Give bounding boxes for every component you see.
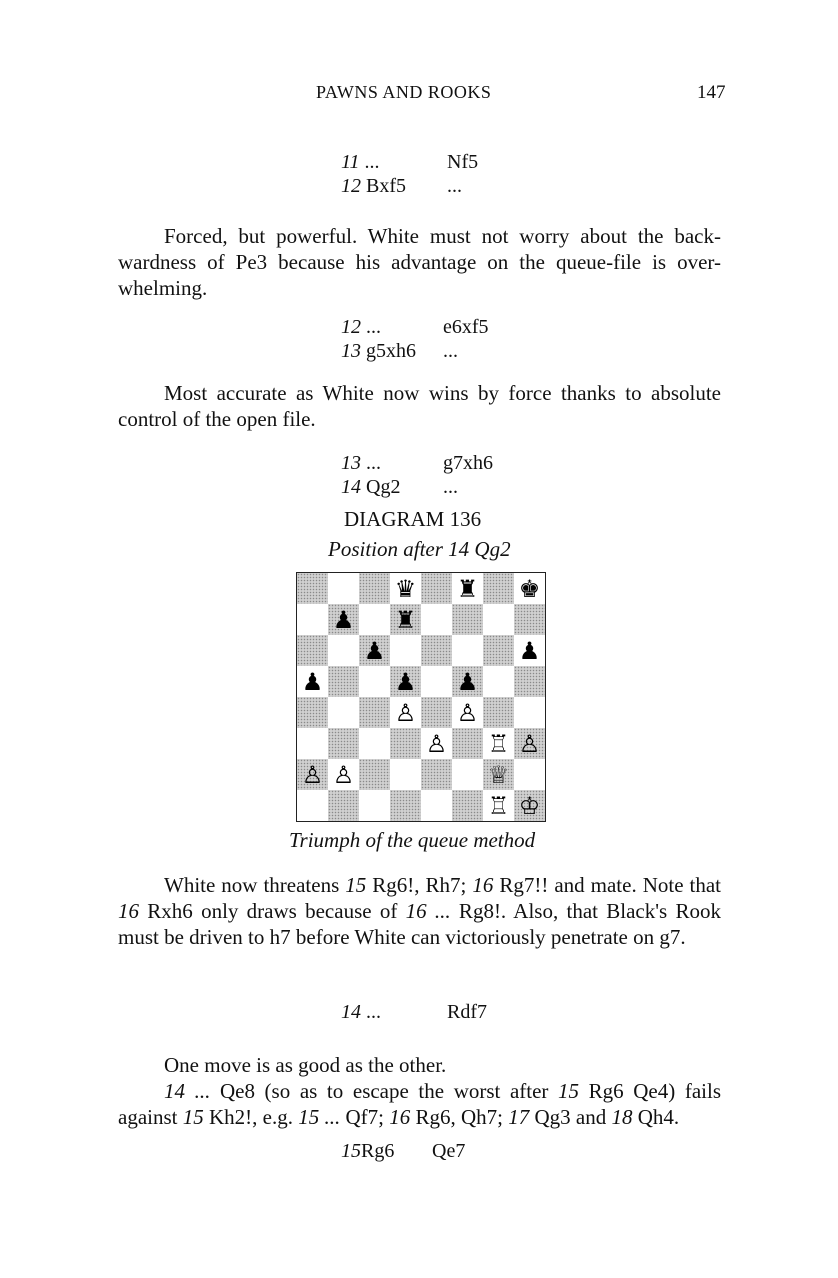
square-g5: [483, 666, 514, 697]
black-pawn-icon: ♟: [332, 605, 355, 634]
move-number: 16 ...: [405, 899, 451, 923]
text-run: Qh4.: [632, 1105, 680, 1129]
square-f8: [452, 573, 483, 604]
move-number: 12: [341, 175, 361, 197]
square-e2: [421, 759, 452, 790]
white-queen-icon: ♕: [487, 760, 510, 789]
move-number: 13: [341, 452, 361, 474]
square-d7: [390, 604, 421, 635]
white-move: ...: [364, 151, 380, 173]
square-f3: [452, 728, 483, 759]
square-g8: [483, 573, 514, 604]
black-rook-icon: ♜: [456, 574, 479, 603]
square-h8: [514, 573, 545, 604]
square-a8: [297, 573, 328, 604]
running-header: PAWNS AND ROOKS: [316, 82, 492, 102]
text-run: Rxh6 only draws because of: [139, 899, 406, 923]
square-a3: [297, 728, 328, 759]
move-number: 15: [345, 873, 367, 897]
square-d3: [390, 728, 421, 759]
square-e4: [421, 697, 452, 728]
square-b4: [328, 697, 359, 728]
move-number: 16: [472, 873, 494, 897]
black-king-icon: ♚: [518, 574, 541, 603]
diagram-subtitle: Position after 14 Qg2: [328, 537, 511, 561]
diagram-caption: Triumph of the queue method: [289, 828, 536, 852]
move-number: 15 ...: [298, 1105, 341, 1129]
black-pawn-icon: ♟: [301, 667, 324, 696]
text-run: Qf7;: [340, 1105, 390, 1129]
white-rook-icon: ♖: [487, 791, 510, 820]
move-number: 11: [341, 151, 360, 173]
move-number: 13: [341, 340, 361, 362]
black-pawn-icon: ♟: [394, 667, 417, 696]
black-pawn-icon: ♟: [518, 636, 541, 665]
text-run: Rg6 Qe4) fails against: [118, 1079, 721, 1129]
white-pawn-icon: ♙: [456, 698, 479, 727]
black-move: Qe7: [432, 1140, 466, 1162]
square-b5: [328, 666, 359, 697]
text-run: Kh2!, e.g.: [203, 1105, 299, 1129]
move-row: [341, 476, 400, 499]
square-c8: [359, 573, 390, 604]
paragraph: [118, 872, 721, 950]
black-pawn-icon: ♟: [456, 667, 479, 696]
black-move: Rdf7: [447, 1001, 487, 1023]
text-run: Rg6!, Rh7;: [366, 873, 473, 897]
move-number: 16: [389, 1105, 411, 1129]
square-h4: [514, 697, 545, 728]
black-rook-icon: ♜: [394, 605, 417, 634]
paragraph: [118, 1078, 721, 1130]
square-g7: [483, 604, 514, 635]
text-run: White now threatens: [164, 873, 346, 897]
move-row: [341, 1001, 381, 1024]
move-number: 17: [508, 1105, 530, 1129]
white-pawn-icon: ♙: [394, 698, 417, 727]
white-pawn-icon: ♙: [518, 729, 541, 758]
square-g4: [483, 697, 514, 728]
page-number: 147: [697, 82, 726, 103]
move-row: [341, 175, 406, 198]
paragraph-line: Most accurate as White now wins by force thanks to absolute: [164, 381, 721, 405]
move-number: 15: [558, 1079, 580, 1103]
black-move: ...: [443, 476, 458, 498]
square-f7: [452, 604, 483, 635]
white-pawn-icon: ♙: [332, 760, 355, 789]
square-a7: [297, 604, 328, 635]
white-king-icon: ♔: [518, 791, 541, 820]
square-a1: [297, 790, 328, 821]
black-move: g7xh6: [443, 452, 493, 474]
square-g3: [483, 728, 514, 759]
move-row: [341, 452, 381, 475]
square-e6: [421, 635, 452, 666]
square-c3: [359, 728, 390, 759]
square-d4: [390, 697, 421, 728]
white-move: Bxf5: [366, 175, 406, 197]
white-move: Qg2: [366, 476, 401, 498]
square-g6: [483, 635, 514, 666]
square-b2: [328, 759, 359, 790]
move-row: [341, 1140, 394, 1163]
black-move: ...: [447, 175, 462, 197]
black-pawn-icon: ♟: [363, 636, 386, 665]
square-g2: [483, 759, 514, 790]
square-d2: [390, 759, 421, 790]
square-c2: [359, 759, 390, 790]
square-f5: [452, 666, 483, 697]
square-b8: [328, 573, 359, 604]
move-row: [341, 316, 381, 339]
white-move: ...: [366, 1001, 381, 1023]
move-number: 14: [341, 1001, 361, 1023]
white-move: ...: [366, 452, 381, 474]
paragraph-line: Forced, but powerful. White must not worry about the back-: [164, 224, 721, 248]
square-b6: [328, 635, 359, 666]
square-h1: [514, 790, 545, 821]
square-h3: [514, 728, 545, 759]
move-number: 16: [118, 899, 139, 923]
white-move: ...: [366, 316, 381, 338]
square-e5: [421, 666, 452, 697]
square-c6: [359, 635, 390, 666]
square-b7: [328, 604, 359, 635]
move-number: 15: [182, 1105, 204, 1129]
square-c7: [359, 604, 390, 635]
square-e1: [421, 790, 452, 821]
black-move: e6xf5: [443, 316, 489, 338]
square-h7: [514, 604, 545, 635]
white-rook-icon: ♖: [487, 729, 510, 758]
square-d8: [390, 573, 421, 604]
square-f1: [452, 790, 483, 821]
square-a4: [297, 697, 328, 728]
square-e7: [421, 604, 452, 635]
square-f4: [452, 697, 483, 728]
square-d1: [390, 790, 421, 821]
white-pawn-icon: ♙: [425, 729, 448, 758]
text-run: Rg8!. Also, that Black's Rook must be driven to h7 before White can victoriously penetrate on g7.: [118, 899, 721, 949]
square-c1: [359, 790, 390, 821]
paragraph-line: whelming.: [118, 276, 208, 300]
square-c4: [359, 697, 390, 728]
square-a5: [297, 666, 328, 697]
paragraph-line: control of the open file.: [118, 407, 316, 431]
chess-board: [296, 572, 546, 822]
move-number: 18: [611, 1105, 633, 1129]
square-h6: [514, 635, 545, 666]
paragraph: [118, 380, 721, 432]
square-g1: [483, 790, 514, 821]
square-d6: [390, 635, 421, 666]
text-run: Qe8 (so as to escape the worst after: [210, 1079, 559, 1103]
move-number: 12: [341, 316, 361, 338]
square-h2: [514, 759, 545, 790]
square-a6: [297, 635, 328, 666]
paragraph: One move is as good as the other.: [164, 1053, 447, 1077]
move-row: [341, 151, 380, 174]
text-run: Rg6, Qh7;: [410, 1105, 509, 1129]
text-run: Rg7!! and mate. Note that: [493, 873, 722, 897]
white-move: Rg6: [361, 1140, 395, 1162]
black-move: Nf5: [447, 151, 479, 173]
square-d5: [390, 666, 421, 697]
move-row: [341, 340, 416, 363]
black-queen-icon: ♛: [394, 574, 417, 603]
square-b1: [328, 790, 359, 821]
white-move: g5xh6: [366, 340, 416, 362]
square-b3: [328, 728, 359, 759]
square-f6: [452, 635, 483, 666]
white-pawn-icon: ♙: [301, 760, 324, 789]
square-f2: [452, 759, 483, 790]
square-c5: [359, 666, 390, 697]
move-number: 14: [341, 476, 361, 498]
diagram-label: DIAGRAM 136: [344, 507, 482, 531]
paragraph: [118, 223, 721, 301]
paragraph-line: wardness of Pe3 because his advantage on the queue-file is over-: [118, 250, 721, 274]
square-e3: [421, 728, 452, 759]
square-h5: [514, 666, 545, 697]
move-number: 15: [341, 1140, 361, 1162]
move-number: 14 ...: [164, 1079, 211, 1103]
square-e8: [421, 573, 452, 604]
black-move: ...: [443, 340, 458, 362]
text-run: Qg3 and: [529, 1105, 612, 1129]
square-a2: [297, 759, 328, 790]
